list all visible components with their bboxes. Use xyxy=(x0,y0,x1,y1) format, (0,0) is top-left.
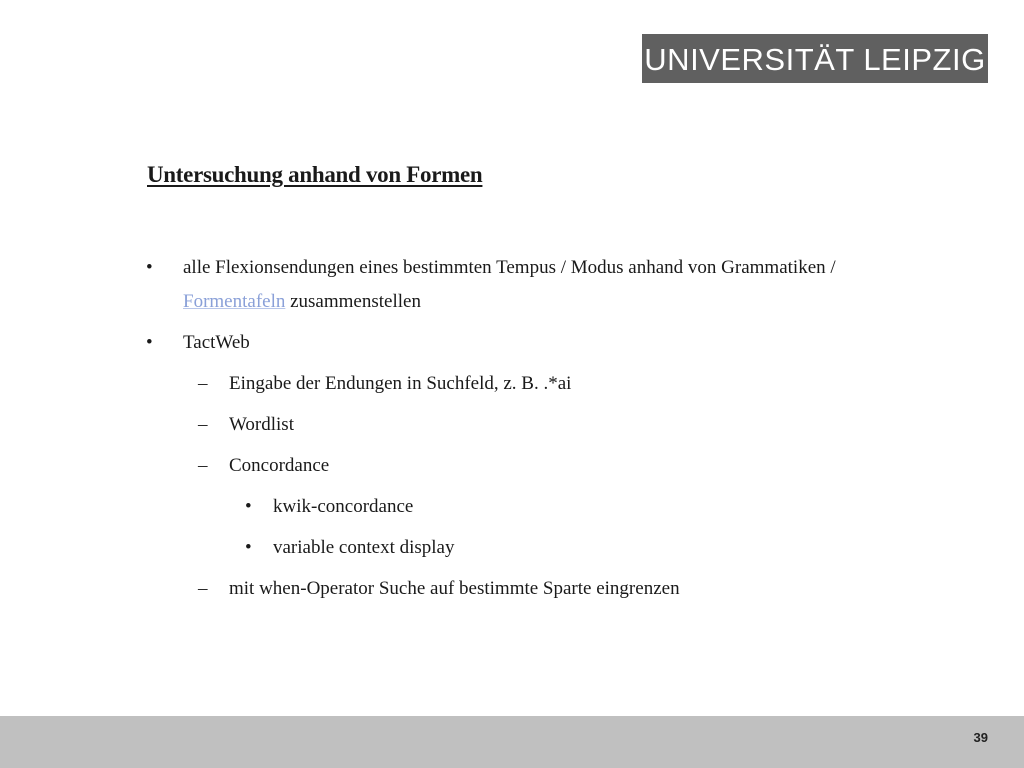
dash-marker: – xyxy=(198,455,208,476)
dash-marker: – xyxy=(198,414,208,435)
bullet-text-rest: zusammenstellen xyxy=(285,291,421,312)
slide-title: Untersuchung anhand von Formen xyxy=(147,162,483,187)
sub-sub-item-text: variable context display xyxy=(273,537,455,558)
sub-item-text: Eingabe der Endungen in Suchfeld, z. B. .*ai xyxy=(229,373,572,394)
formentafeln-link[interactable]: Formentafeln xyxy=(183,291,286,312)
bullet-marker: • xyxy=(245,537,252,558)
bullet-text: TactWeb xyxy=(183,332,250,353)
bullet-text-line: alle Flexionsendungen eines bestimmten Tempus / Modus anhand von Grammatiken / xyxy=(183,257,836,278)
dash-marker: – xyxy=(198,578,208,599)
bullet-marker: • xyxy=(146,257,153,278)
bullet-text-line xyxy=(183,285,421,319)
footer-bar xyxy=(0,716,1024,768)
logo-text: UNIVERSITÄT LEIPZIG xyxy=(644,41,986,77)
sub-item-text: mit when-Operator Suche auf bestimmte Sparte eingrenzen xyxy=(229,578,680,599)
sub-item-text: Concordance xyxy=(229,455,330,476)
sub-item-text: Wordlist xyxy=(229,414,294,435)
bullet-marker: • xyxy=(245,496,252,517)
bullet-marker: • xyxy=(146,332,153,353)
sub-sub-item-text: kwik-concordance xyxy=(273,496,414,517)
dash-marker: – xyxy=(198,373,208,394)
page-number: 39 xyxy=(973,730,988,745)
